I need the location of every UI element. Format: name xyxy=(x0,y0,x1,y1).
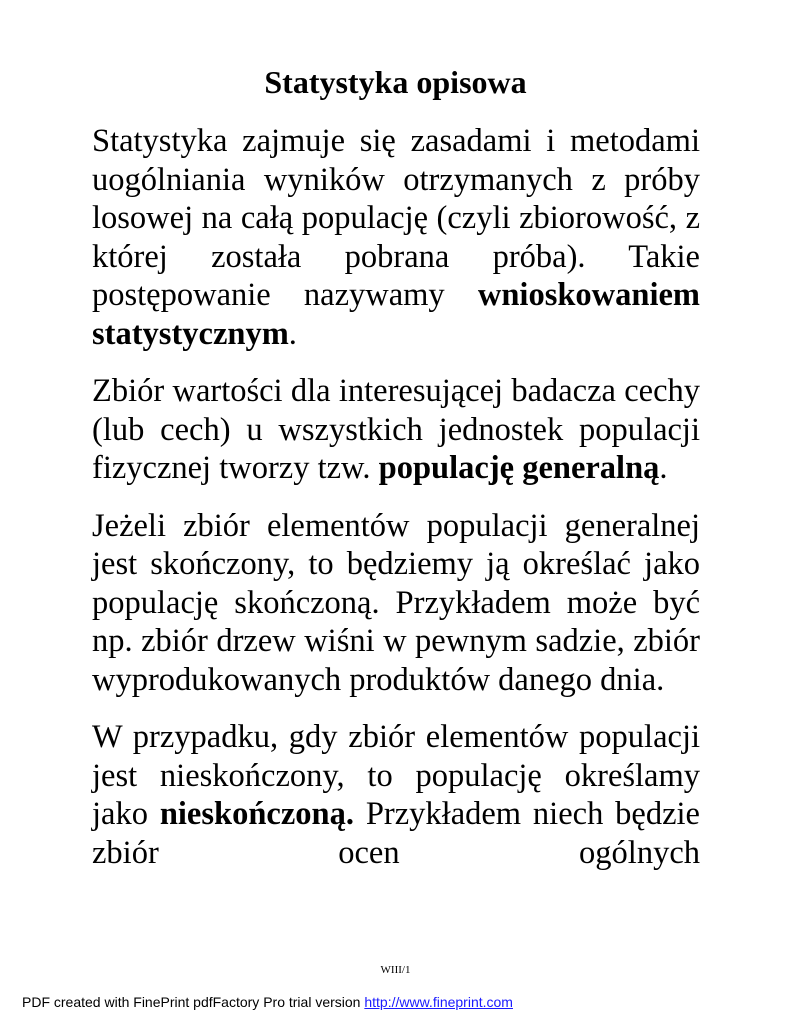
paragraph-text: . xyxy=(288,315,297,352)
paragraph-text: W przypadku, gdy zbiór elementów populacji jest nieskończony, to populację określamy jako xyxy=(92,719,700,832)
paragraph-2 xyxy=(92,372,700,488)
paragraph-text: Zbiór wartości dla interesującej badacza cechy (lub cech) u wszystkich jednostek populacji fizycznej tworzy tzw. xyxy=(92,373,700,486)
pdf-footer xyxy=(22,994,513,1010)
page-title: Statystyka opisowa xyxy=(264,64,527,100)
paragraph-3 xyxy=(92,507,700,700)
paragraph-1 xyxy=(92,122,700,353)
bold-term: populację generalną xyxy=(378,450,660,486)
paragraph-text: . xyxy=(659,450,668,486)
paragraph-text: Jeżeli zbiór elementów populacji generalnej jest skończony, to będziemy ją określać jako populację skończoną. Przykładem może być np. zbiór drzew wiśni w pewnym sadzie, zbiór wyprodukowanych produktów danego dnia. xyxy=(92,507,700,698)
paragraph-4 xyxy=(92,718,700,872)
document-body xyxy=(92,122,700,891)
paragraph-text: Przykładem niech będzie zbiór ocen ogólnych xyxy=(92,796,700,871)
footer-text: PDF created with FinePrint pdfFactory Pro trial version xyxy=(22,994,365,1010)
bold-term: nieskończoną. xyxy=(159,796,354,832)
fineprint-link[interactable]: http://www.fineprint.com xyxy=(364,994,513,1010)
bold-term: wnioskowaniem statystycznym xyxy=(92,277,700,352)
page-number: WIII/1 xyxy=(380,964,411,976)
paragraph-text: Statystyka zajmuje się zasadami i metodami uogólniania wyników otrzymanych z próby losowej na całą populację (czyli zbiorowość, z której została pobrana próba). Takie postępowanie nazywamy xyxy=(92,123,700,313)
